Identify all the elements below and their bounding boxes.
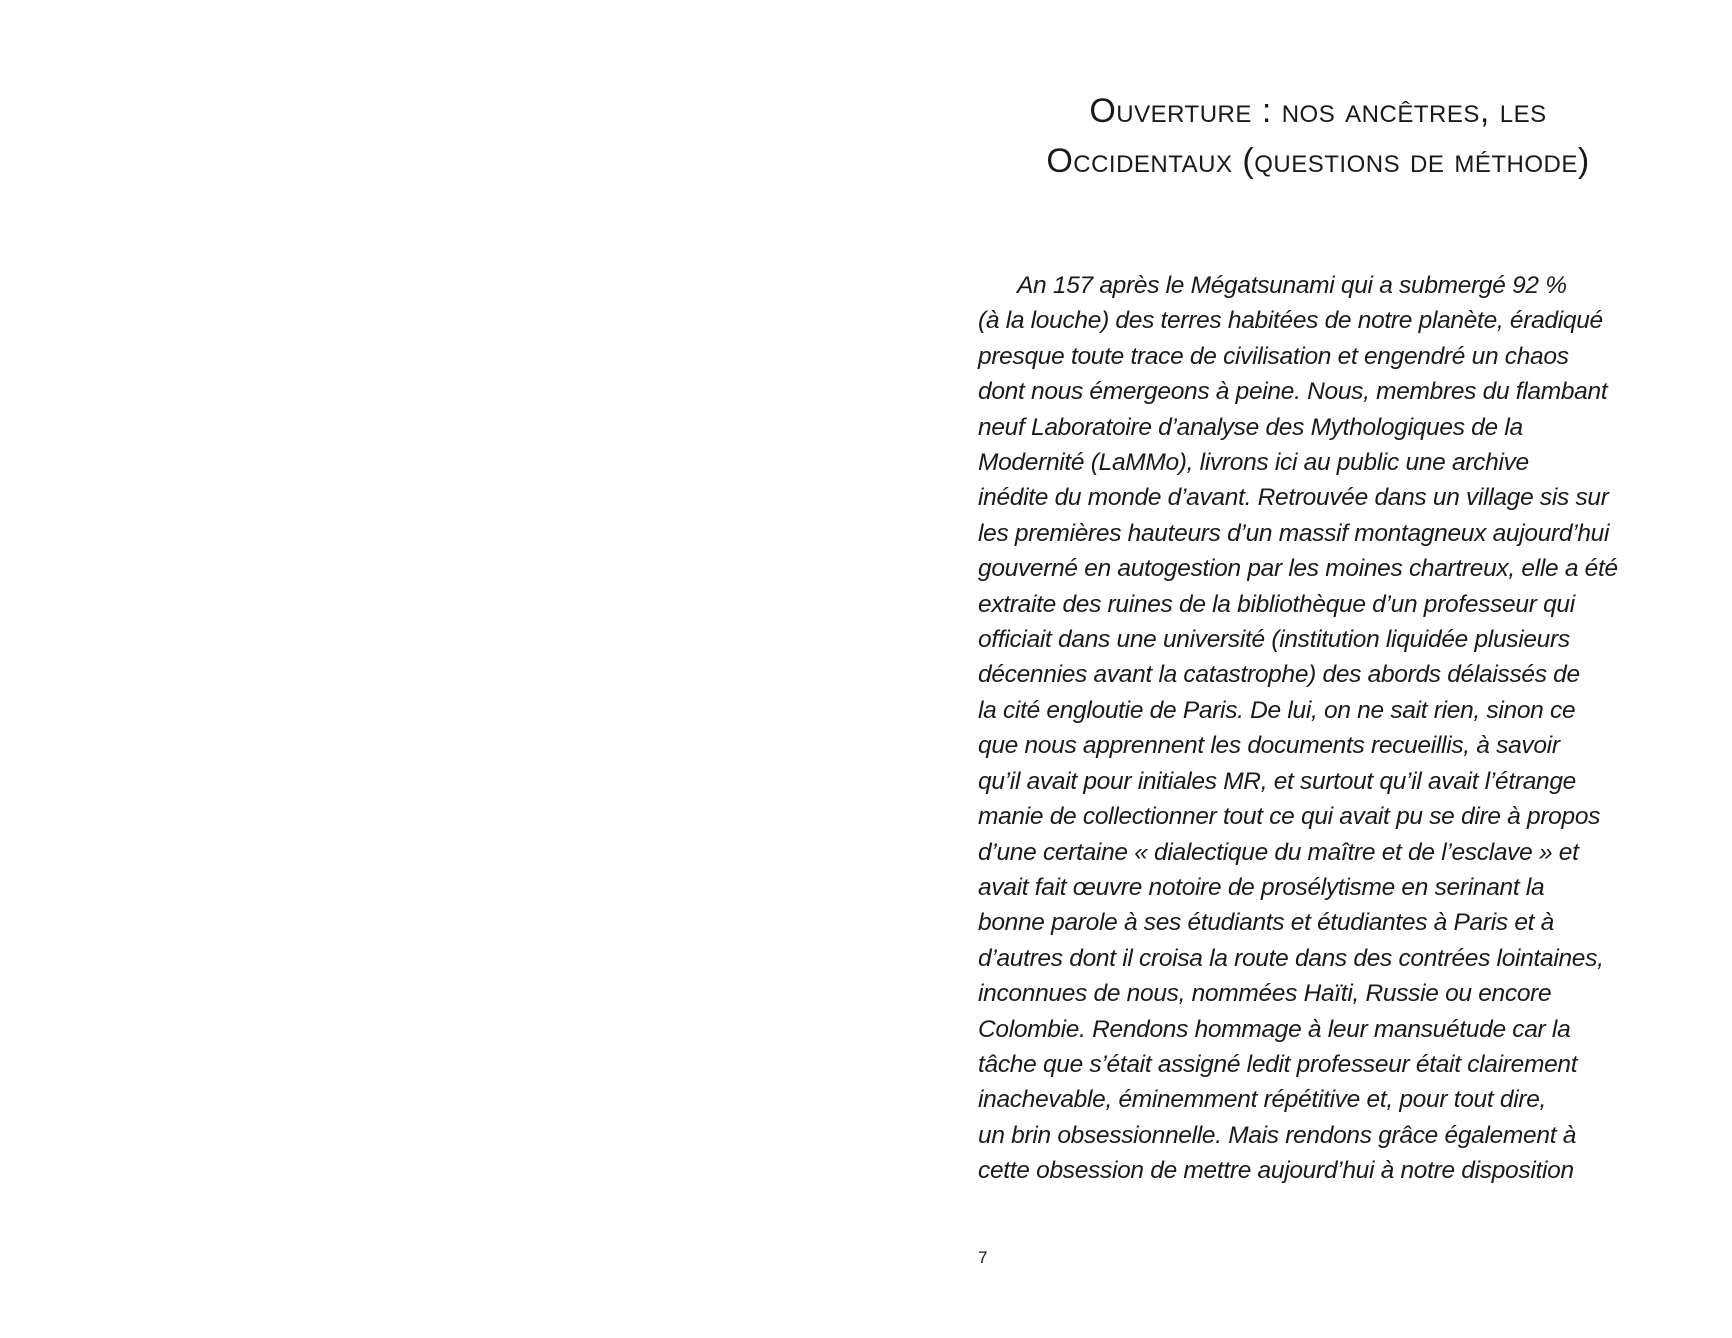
page-number: 7 (978, 1248, 988, 1267)
body-line: la cité engloutie de Paris. De lui, on ne sait rien, sinon ce (978, 696, 1576, 724)
body-line: que nous apprennent les documents recueillis, à savoir (978, 732, 1560, 760)
body-line: neuf Laboratoire d’analyse des Mythologiques de la (978, 413, 1523, 441)
body-line: inconnues de nous, nommées Haïti, Russie ou encore (978, 980, 1552, 1008)
body-line: bonne parole à ses étudiants et étudiantes à Paris et à (978, 909, 1554, 937)
body-line: extraite des ruines de la bibliothèque d’un professeur qui (978, 590, 1575, 618)
chapter-title-line: Ouverture : nos ancêtres, les (1089, 92, 1547, 130)
right-page (866, 0, 1732, 1338)
chapter-title (978, 86, 1658, 186)
body-line: un brin obsessionnelle. Mais rendons grâce également à (978, 1121, 1577, 1149)
body-line: inachevable, éminemment répétitive et, pour tout dire, (978, 1086, 1547, 1114)
body-paragraph (978, 268, 1658, 1189)
chapter-title-line: Occidentaux (questions de méthode) (1046, 142, 1590, 180)
body-line: dont nous émergeons à peine. Nous, membres du flambant (978, 378, 1608, 406)
body-line: gouverné en autogestion par les moines chartreux, elle a été (978, 555, 1618, 583)
body-line: An 157 après le Mégatsunami qui a submergé 92 % (1017, 272, 1567, 299)
body-line: inédite du monde d’avant. Retrouvée dans un village sis sur (978, 484, 1609, 512)
body-line: presque toute trace de civilisation et engendré un chaos (978, 342, 1569, 370)
body-line: avait fait œuvre notoire de prosélytisme en serinant la (978, 873, 1545, 901)
body-line: (à la louche) des terres habitées de notre planète, éradiqué (978, 307, 1603, 335)
body-line: tâche que s’était assigné ledit professeur était clairement (978, 1050, 1578, 1078)
body-line: d’une certaine « dialectique du maître et de l’esclave » et (978, 838, 1579, 866)
body-line: les premières hauteurs d’un massif montagneux aujourd’hui (978, 519, 1610, 547)
body-line: cette obsession de mettre aujourd’hui à notre disposition (978, 1157, 1574, 1185)
body-line: officiait dans une université (institution liquidée plusieurs (978, 626, 1570, 654)
body-line: décennies avant la catastrophe) des abords délaissés de (978, 661, 1580, 689)
body-line: d’autres dont il croisa la route dans des contrées lointaines, (978, 944, 1604, 972)
body-line: qu’il avait pour initiales MR, et surtout qu’il avait l’étrange (978, 767, 1576, 795)
body-line: manie de collectionner tout ce qui avait pu se dire à propos (978, 803, 1601, 831)
body-line: Modernité (LaMMo), livrons ici au public une archive (978, 449, 1529, 477)
body-line: Colombie. Rendons hommage à leur mansuétude car la (978, 1015, 1571, 1043)
